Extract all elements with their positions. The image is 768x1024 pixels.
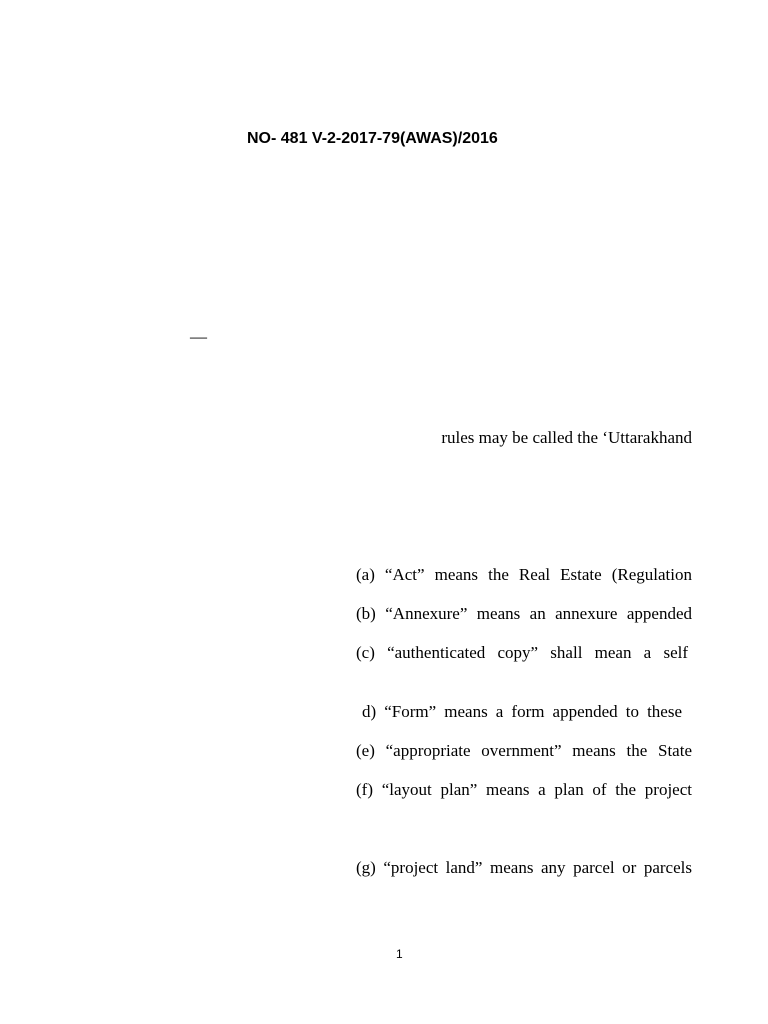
em-dash: — (190, 327, 207, 346)
definition-c: (c) “authenticated copy” shall mean a self (356, 643, 688, 662)
definition-f: (f) “layout plan” means a plan of the project (356, 780, 692, 799)
definition-g: (g) “project land” means any parcel or parcels (356, 858, 692, 877)
definition-b: (b) “Annexure” means an annexure appended (356, 604, 692, 623)
definition-d: d) “Form” means a form appended to these (362, 702, 682, 721)
rules-title-fragment: rules may be called the ‘Uttarakhand (441, 428, 692, 447)
definition-e: (e) “appropriate overnment” means the State (356, 741, 692, 760)
definition-a: (a) “Act” means the Real Estate (Regulation (356, 565, 692, 584)
document-number: NO- 481 V-2-2017-79(AWAS)/2016 (247, 130, 498, 147)
page-number: 1 (396, 947, 403, 961)
